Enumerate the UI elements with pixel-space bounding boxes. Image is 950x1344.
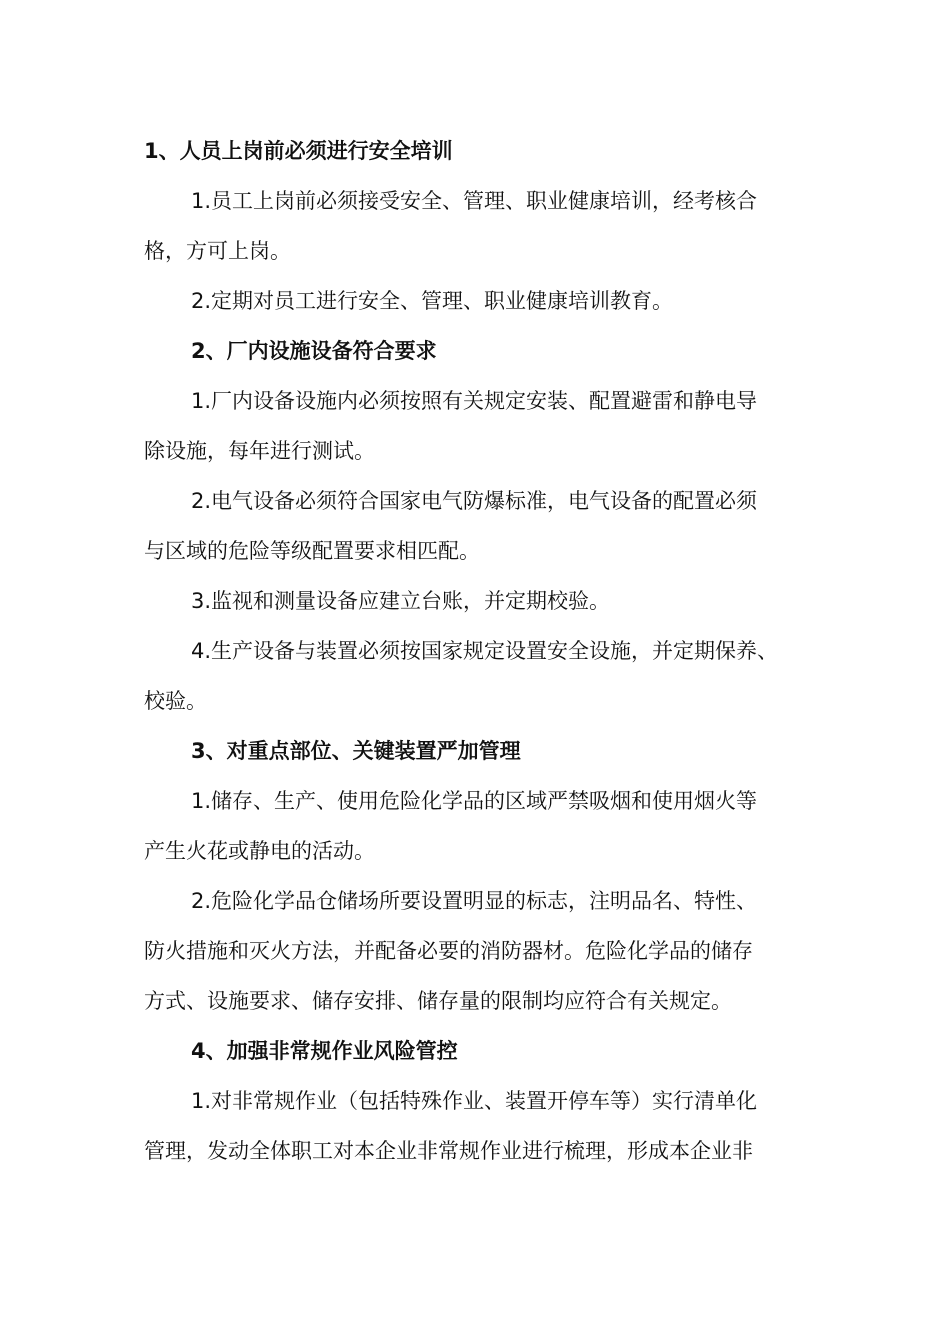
paragraph-line: 1.员工上岗前必须接受安全、管理、职业健康培训，经考核合 xyxy=(191,189,758,213)
section-heading-3: 3、对重点部位、关键装置严加管理 xyxy=(191,739,521,763)
paragraph-line: 1.储存、生产、使用危险化学品的区域严禁吸烟和使用烟火等 xyxy=(191,789,758,813)
section-heading-1: 1、人员上岗前必须进行安全培训 xyxy=(144,139,453,163)
paragraph-line: 2.电气设备必须符合国家电气防爆标准，电气设备的配置必须 xyxy=(191,489,758,513)
paragraph-line: 产生火花或静电的活动。 xyxy=(144,839,375,863)
paragraph-line: 除设施，每年进行测试。 xyxy=(144,439,375,463)
paragraph-line: 防火措施和灭火方法，并配备必要的消防器材。危险化学品的储存 xyxy=(144,939,753,963)
paragraph-line: 4.生产设备与装置必须按国家规定设置安全设施，并定期保养、 xyxy=(191,639,779,663)
section-heading-4: 4、加强非常规作业风险管控 xyxy=(191,1039,458,1063)
paragraph-line: 管理，发动全体职工对本企业非常规作业进行梳理，形成本企业非 xyxy=(144,1139,753,1163)
paragraph-line: 格，方可上岗。 xyxy=(144,239,291,263)
paragraph-line: 校验。 xyxy=(144,689,207,713)
paragraph-line: 2.危险化学品仓储场所要设置明显的标志，注明品名、特性、 xyxy=(191,889,758,913)
paragraph-line: 与区域的危险等级配置要求相匹配。 xyxy=(144,539,480,563)
section-heading-2: 2、厂内设施设备符合要求 xyxy=(191,339,437,363)
paragraph-line: 3.监视和测量设备应建立台账，并定期校验。 xyxy=(191,589,611,613)
paragraph-line: 1.厂内设备设施内必须按照有关规定安装、配置避雷和静电导 xyxy=(191,389,758,413)
paragraph-line: 1.对非常规作业（包括特殊作业、装置开停车等）实行清单化 xyxy=(191,1089,758,1113)
paragraph-line: 2.定期对员工进行安全、管理、职业健康培训教育。 xyxy=(191,289,674,313)
document-body xyxy=(144,126,806,1176)
paragraph-line: 方式、设施要求、储存安排、储存量的限制均应符合有关规定。 xyxy=(144,989,732,1013)
